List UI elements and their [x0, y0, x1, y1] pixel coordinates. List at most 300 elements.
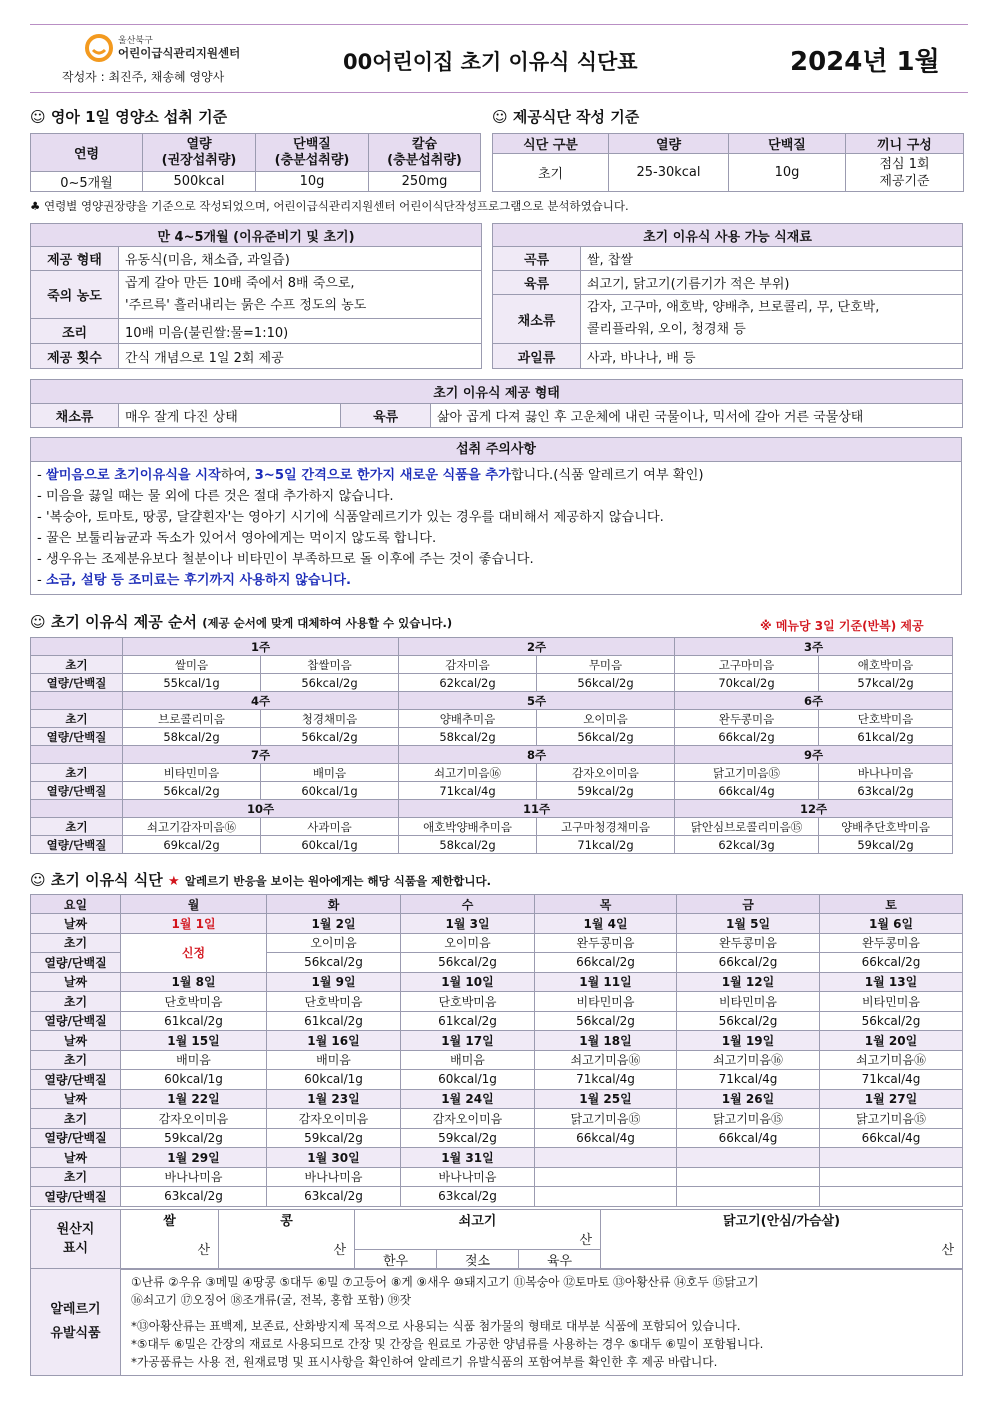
order-menu-cell: 찹쌀미음: [261, 656, 399, 674]
menu-day-cell: 목: [535, 895, 677, 914]
ingredients-value-fruit: 사과, 바나나, 배 등: [581, 344, 963, 369]
form-title: 초기 이유식 제공 형태: [31, 380, 963, 404]
menu-row-label: 열량/단백질: [31, 1011, 121, 1031]
origin-table: [30, 1209, 963, 1270]
allergy-list-line1: ①난류 ②우유 ③메밀 ④땅콩 ⑤대두 ⑥밀 ⑦고등어 ⑧게 ⑨새우 ⑩돼지고기 ⑪복숭아 ⑫토마토 ⑬아황산류 ⑭호두 ⑮닭고기: [131, 1275, 759, 1289]
menu-kcal-cell: 63kcal/2g: [121, 1187, 267, 1207]
menu-date-cell: 1월 3일: [401, 914, 535, 934]
order-kcal-cell: 61kcal/2g: [819, 728, 953, 746]
menu-kcal-cell: 66kcal/4g: [820, 1128, 963, 1148]
ingredients-label-veg: 채소류: [493, 295, 581, 344]
order-week-row: [31, 692, 953, 710]
menu-date-cell: 1월 26일: [677, 1089, 820, 1109]
menu-kcal-cell: 63kcal/2g: [267, 1187, 401, 1207]
holiday-cell: 신정: [121, 933, 267, 972]
menu-date-cell: 1월 30일: [267, 1148, 401, 1168]
ingredients-value-meat: 쇠고기, 닭고기(기름기가 적은 부위): [581, 271, 963, 295]
menu-date-cell: 1월 17일: [401, 1031, 535, 1051]
menu-menu-cell: 감자오이미음: [401, 1109, 535, 1129]
menu-menu-cell: 닭고기미음⑮: [535, 1109, 677, 1129]
menu-date-cell: 1월 23일: [267, 1089, 401, 1109]
origin-chicken-san: 산: [601, 1229, 963, 1269]
menu-row-label: 초기: [31, 1109, 121, 1129]
header-energy: 열량: [609, 134, 729, 154]
order-kcal-cell: 70kcal/2g: [675, 674, 819, 692]
menu-day-cell: 수: [401, 895, 535, 914]
menu-kcal-cell: 66kcal/4g: [677, 1128, 820, 1148]
menu-menu-cell: 쇠고기미음⑯: [820, 1050, 963, 1070]
menu-date-row: [31, 972, 963, 992]
menu-date-cell: 1월 11일: [535, 972, 677, 992]
menu-kcal-cell: 71kcal/4g: [535, 1070, 677, 1090]
origin-bean-san: 산: [219, 1229, 355, 1269]
order-title-text: 초기 이유식 제공 순서: [50, 613, 197, 631]
form-meat-value: 삶아 곱게 다져 끓인 후 고운체에 내린 국물이나, 믹서에 갈아 거른 국물상태: [431, 404, 963, 428]
menu-kcal-cell: 63kcal/2g: [401, 1187, 535, 1207]
menu-date-cell: [677, 1148, 820, 1168]
menu-date-cell: [820, 1148, 963, 1168]
menu-day-label: 요일: [31, 895, 121, 914]
menu-day-cell: 화: [267, 895, 401, 914]
order-week-blank: [31, 746, 123, 764]
menu-kcal-row: [31, 1011, 963, 1031]
order-menu-cell: 쇠고기미음⑯: [399, 764, 537, 782]
menu-kcal-cell: 59kcal/2g: [267, 1128, 401, 1148]
menu-kcal-cell: 61kcal/2g: [267, 1011, 401, 1031]
cell-energy: 500kcal: [143, 172, 256, 192]
order-menu-row: [31, 818, 953, 836]
form-table: [30, 379, 963, 428]
menu-date-cell: 1월 22일: [121, 1089, 267, 1109]
allergy-label: 알레르기 유발식품: [31, 1269, 121, 1376]
menu-day-cell: 월: [121, 895, 267, 914]
allergy-content: [121, 1269, 963, 1376]
order-menu-cell: 단호박미음: [819, 710, 953, 728]
origin-beef-yukwoo: 육우: [519, 1249, 601, 1269]
order-kcal-cell: 59kcal/2g: [819, 836, 953, 854]
allergy-note: *⑤대두 ⑥밀은 간장의 재료로 사용되므로 간장 및 간장을 원료로 가공한 양념류를 사용하는 경우 ⑤대두 ⑥밀이 포함됩니다.: [131, 1337, 764, 1351]
stage-label-count: 제공 횟수: [31, 344, 119, 369]
order-week-label: 9주: [675, 746, 953, 764]
menu-date-cell: 1월 10일: [401, 972, 535, 992]
menu-row-label: 초기: [31, 1167, 121, 1187]
menu-date-label: 날짜: [31, 1148, 121, 1168]
menu-menu-cell: 닭고기미음⑮: [677, 1109, 820, 1129]
cell-calcium: 250mg: [369, 172, 481, 192]
order-week-row: [31, 800, 953, 818]
menu-menu-cell: [820, 1167, 963, 1187]
origin-rice: 쌀: [121, 1210, 219, 1230]
menu-date-cell: 1월 24일: [401, 1089, 535, 1109]
allergy-note: *가공품류는 사용 전, 원재료명 및 표시사항을 확인하여 알레르기 유발식품의 포함여부를 확인한 후 제공 바랍니다.: [131, 1355, 718, 1369]
menu-kcal-cell: 56kcal/2g: [677, 1011, 820, 1031]
menu-date-cell: 1월 8일: [121, 972, 267, 992]
menu-menu-cell: 배미음: [401, 1050, 535, 1070]
order-row-label: 열량/단백질: [31, 674, 123, 692]
allergy-note: *⑬아황산류는 표백제, 보존료, 산화방지제 목적으로 사용되는 식품 첨가물의 형태로 대부분 식품에 포함되어 있습니다.: [131, 1319, 741, 1333]
order-kcal-cell: 56kcal/2g: [537, 674, 675, 692]
menu-date-label: 날짜: [31, 972, 121, 992]
order-row-label: 열량/단백질: [31, 782, 123, 800]
menu-menu-row: [31, 992, 963, 1012]
menu-date-cell: 1월 1일: [121, 914, 267, 934]
order-menu-row: [31, 656, 953, 674]
menu-row-label: 초기: [31, 992, 121, 1012]
menu-kcal-cell: 66kcal/2g: [820, 953, 963, 973]
caution-item: [37, 465, 961, 486]
order-row-label: 열량/단백질: [31, 728, 123, 746]
header-protein: 단백질: [729, 134, 846, 154]
order-kcal-cell: 71kcal/2g: [537, 836, 675, 854]
menu-menu-row: [31, 1050, 963, 1070]
order-kcal-cell: 56kcal/2g: [261, 674, 399, 692]
order-menu-cell: 쇠고기감자미음⑯: [123, 818, 261, 836]
order-kcal-row: [31, 728, 953, 746]
origin-label: 원산지 표시: [31, 1210, 121, 1270]
menu-menu-cell: 비타민미음: [677, 992, 820, 1012]
menu-date-cell: 1월 16일: [267, 1031, 401, 1051]
menu-kcal-cell: [677, 1187, 820, 1207]
caution-list: [31, 462, 961, 591]
caution-item: - '복숭아, 토마토, 땅콩, 달걀흰자'는 영아기 시기에 식품알레르기가 있는 경우를 대비해서 제공하지 않습니다.: [37, 510, 664, 525]
caution-title: 섭취 주의사항: [31, 438, 961, 462]
order-kcal-cell: 56kcal/2g: [537, 728, 675, 746]
header-age: 연령: [31, 134, 143, 172]
menu-kcal-cell: 60kcal/1g: [121, 1070, 267, 1090]
menu-kcal-cell: 56kcal/2g: [267, 953, 401, 973]
order-week-label: 11주: [399, 800, 675, 818]
logo: [84, 32, 244, 64]
order-week-label: 7주: [123, 746, 399, 764]
caution-box: [30, 437, 962, 595]
order-menu-cell: 완두콩미음: [675, 710, 819, 728]
order-menu-cell: 무미음: [537, 656, 675, 674]
order-week-blank: [31, 638, 123, 656]
form-meat-label: 육류: [341, 404, 431, 428]
logo-top-text: 울산북구: [118, 36, 153, 46]
order-kcal-cell: 71kcal/4g: [399, 782, 537, 800]
order-menu-cell: 배미음: [261, 764, 399, 782]
page-title: 00어린이집 초기 이유식 식단표: [343, 50, 638, 74]
menu-date-cell: 1월 2일: [267, 914, 401, 934]
order-menu-cell: 양배추미음: [399, 710, 537, 728]
provide-std-title: [492, 106, 639, 127]
order-kcal-cell: 59kcal/2g: [537, 782, 675, 800]
origin-bean: 콩: [219, 1210, 355, 1230]
caution-text: 합니다.(식품 알레르기 여부 확인): [510, 468, 704, 483]
menu-date-label: 날짜: [31, 1089, 121, 1109]
allergy-table: [30, 1268, 963, 1376]
menu-menu-row: [31, 933, 963, 953]
form-veg-label: 채소류: [31, 404, 119, 428]
nutrition-std-title-text: 영아 1일 영양소 섭취 기준: [50, 108, 228, 126]
menu-table: [30, 894, 963, 1207]
dash: -: [37, 573, 46, 588]
ingredients-label-fruit: 과일류: [493, 344, 581, 369]
order-kcal-cell: 66kcal/2g: [675, 728, 819, 746]
order-menu-cell: 브로콜리미음: [123, 710, 261, 728]
menu-date-cell: 1월 6일: [820, 914, 963, 934]
menu-menu-cell: 완두콩미음: [535, 933, 677, 953]
menu-date-row: [31, 1089, 963, 1109]
menu-kcal-cell: 60kcal/1g: [267, 1070, 401, 1090]
origin-beef-dairy: 젖소: [437, 1249, 519, 1269]
order-subtitle: (제공 순서에 맞게 대체하여 사용할 수 있습니다.): [202, 616, 453, 630]
order-week-label: 12주: [675, 800, 953, 818]
caution-item: [37, 570, 961, 591]
menu-date-cell: 1월 19일: [677, 1031, 820, 1051]
menu-menu-cell: 배미음: [121, 1050, 267, 1070]
order-menu-cell: 오이미음: [537, 710, 675, 728]
stage-value-count: 간식 개념으로 1일 2회 제공: [119, 344, 482, 369]
menu-date-row: [31, 914, 963, 934]
menu-menu-row: [31, 1109, 963, 1129]
nutrition-std-table: [30, 133, 481, 192]
menu-row-label: 열량/단백질: [31, 1187, 121, 1207]
header-protein: 단백질 (충분섭취량): [256, 134, 369, 172]
stage-value-form: 유동식(미음, 채소즙, 과일즙): [119, 247, 482, 271]
order-menu-cell: 비타민미음: [123, 764, 261, 782]
ingredients-value-grain: 쌀, 찹쌀: [581, 247, 963, 271]
stage-title: 만 4~5개월 (이유준비기 및 초기): [31, 224, 482, 247]
order-kcal-cell: 69kcal/2g: [123, 836, 261, 854]
menu-row-label: 열량/단백질: [31, 953, 121, 973]
menu-date-cell: 1월 27일: [820, 1089, 963, 1109]
origin-chicken: 닭고기(안심/가슴살): [601, 1210, 963, 1230]
order-week-blank: [31, 692, 123, 710]
header-meal: 끼니 구성: [846, 134, 964, 154]
cell-menu-type: 초기: [493, 154, 609, 192]
order-kcal-row: [31, 782, 953, 800]
provide-std-title-text: 제공식단 작성 기준: [512, 108, 640, 126]
menu-kcal-cell: [535, 1187, 677, 1207]
caution-emph: 3~5일 간격으로 한가지 새로운 식품을 추가: [254, 468, 511, 483]
order-menu-row: [31, 710, 953, 728]
order-menu-cell: 고구마청경채미음: [537, 818, 675, 836]
menu-menu-cell: 단호박미음: [267, 992, 401, 1012]
stage-value-thickness: 곱게 갈아 만든 10배 죽에서 8배 죽으로, '주르륵' 흘러내리는 묽은 수프 정도의 농도: [119, 271, 482, 319]
order-week-label: 10주: [123, 800, 399, 818]
logo-name: 어린이급식관리지원센터: [118, 46, 241, 60]
menu-kcal-cell: 59kcal/2g: [121, 1128, 267, 1148]
menu-menu-cell: 감자오이미음: [267, 1109, 401, 1129]
menu-date-cell: 1월 12일: [677, 972, 820, 992]
menu-kcal-cell: 56kcal/2g: [401, 953, 535, 973]
menu-kcal-cell: 60kcal/1g: [401, 1070, 535, 1090]
ingredients-value-veg: 감자, 고구마, 애호박, 양배추, 브로콜리, 무, 단호박, 콜리플라워, 오이, 청경채 등: [581, 295, 963, 344]
order-row-label: 초기: [31, 764, 123, 782]
nutrition-std-title: [30, 106, 227, 127]
menu-kcal-cell: 61kcal/2g: [121, 1011, 267, 1031]
menu-menu-cell: 배미음: [267, 1050, 401, 1070]
order-note: ※ 메뉴당 3일 기준(반복) 제공: [760, 619, 924, 633]
order-menu-cell: 애호박미음: [819, 656, 953, 674]
header-calcium: 칼슘 (충분섭취량): [369, 134, 481, 172]
order-menu-cell: 사과미음: [261, 818, 399, 836]
cell-energy: 25-30kcal: [609, 154, 729, 192]
order-kcal-cell: 63kcal/2g: [819, 782, 953, 800]
ingredients-label-grain: 곡류: [493, 247, 581, 271]
order-week-label: 8주: [399, 746, 675, 764]
allergy-list-line2: ⑯쇠고기 ⑰오징어 ⑱조개류(굴, 전복, 홍합 포함) ⑲잣: [131, 1293, 412, 1307]
menu-kcal-cell: 66kcal/4g: [535, 1128, 677, 1148]
order-kcal-cell: 56kcal/2g: [261, 728, 399, 746]
nutrition-note-text: 연령별 영양권장량을 기준으로 작성되었으며, 어린이급식관리지원센터 어린이식단작성프로그램으로 분석하였습니다.: [43, 199, 629, 213]
menu-kcal-cell: 71kcal/4g: [677, 1070, 820, 1090]
provide-std-table: [492, 133, 964, 192]
menu-kcal-cell: 66kcal/2g: [535, 953, 677, 973]
logo-smile-icon: [84, 33, 114, 63]
order-week-label: 1주: [123, 638, 399, 656]
menu-menu-cell: 바나나미음: [121, 1167, 267, 1187]
order-week-blank: [31, 800, 123, 818]
smile-icon: ☺: [30, 871, 46, 889]
menu-title-text: 초기 이유식 식단: [50, 871, 163, 889]
club-icon: ♣: [30, 199, 41, 213]
order-week-label: 3주: [675, 638, 953, 656]
caution-item: - 꿀은 보툴리늄균과 독소가 있어서 영아에게는 먹이지 않도록 합니다.: [37, 531, 437, 546]
stage-label-thickness: 죽의 농도: [31, 271, 119, 319]
menu-day-row: [31, 895, 963, 914]
order-menu-cell: 바나나미음: [819, 764, 953, 782]
menu-date-cell: 1월 5일: [677, 914, 820, 934]
menu-menu-cell: 감자오이미음: [121, 1109, 267, 1129]
menu-kcal-cell: 56kcal/2g: [535, 1011, 677, 1031]
menu-date-label: 날짜: [31, 914, 121, 934]
order-menu-cell: 양배추단호박미음: [819, 818, 953, 836]
menu-date-cell: 1월 31일: [401, 1148, 535, 1168]
menu-menu-cell: 바나나미음: [267, 1167, 401, 1187]
ingredients-title: 초기 이유식 사용 가능 식재료: [493, 224, 963, 247]
order-week-row: [31, 746, 953, 764]
order-menu-cell: 감자미음: [399, 656, 537, 674]
page-date: 2024년 1월: [790, 47, 940, 77]
menu-menu-cell: 단호박미음: [401, 992, 535, 1012]
order-title: [30, 611, 452, 632]
menu-menu-row: [31, 1167, 963, 1187]
order-kcal-row: [31, 836, 953, 854]
order-week-row: [31, 638, 953, 656]
menu-day-cell: 금: [677, 895, 820, 914]
order-row-label: 열량/단백질: [31, 836, 123, 854]
dash: -: [37, 468, 46, 483]
order-row-label: 초기: [31, 818, 123, 836]
origin-beef-hanwoo: 한우: [355, 1249, 437, 1269]
origin-rice-san: 산: [121, 1229, 219, 1269]
header-menu-type: 식단 구분: [493, 134, 609, 154]
order-kcal-cell: 58kcal/2g: [399, 728, 537, 746]
order-kcal-cell: 58kcal/2g: [123, 728, 261, 746]
menu-date-cell: 1월 15일: [121, 1031, 267, 1051]
menu-kcal-cell: 71kcal/4g: [820, 1070, 963, 1090]
order-menu-cell: 애호박양배추미음: [399, 818, 537, 836]
cell-age: 0~5개월: [31, 172, 143, 192]
caution-item: - 미음을 끓일 때는 물 외에 다른 것은 절대 추가하지 않습니다.: [37, 489, 394, 504]
menu-date-label: 날짜: [31, 1031, 121, 1051]
menu-kcal-row: [31, 1128, 963, 1148]
stage-label-form: 제공 형태: [31, 247, 119, 271]
order-row-label: 초기: [31, 710, 123, 728]
menu-menu-cell: 완두콩미음: [677, 933, 820, 953]
menu-kcal-cell: 56kcal/2g: [820, 1011, 963, 1031]
cell-protein: 10g: [256, 172, 369, 192]
menu-date-cell: 1월 4일: [535, 914, 677, 934]
menu-menu-cell: [677, 1167, 820, 1187]
order-menu-cell: 감자오이미음: [537, 764, 675, 782]
order-kcal-cell: 60kcal/1g: [261, 782, 399, 800]
order-week-label: 4주: [123, 692, 399, 710]
smile-icon: ☺: [492, 108, 508, 126]
menu-kcal-row: [31, 1070, 963, 1090]
origin-beef-san: 산: [355, 1229, 601, 1249]
menu-row-label: 초기: [31, 933, 121, 953]
menu-menu-cell: [535, 1167, 677, 1187]
smile-icon: ☺: [30, 613, 46, 631]
order-menu-cell: 쌀미음: [123, 656, 261, 674]
menu-menu-cell: 닭고기미음⑮: [820, 1109, 963, 1129]
order-kcal-cell: 62kcal/2g: [399, 674, 537, 692]
origin-beef: 쇠고기: [355, 1210, 601, 1230]
order-kcal-cell: 66kcal/4g: [675, 782, 819, 800]
order-kcal-cell: 58kcal/2g: [399, 836, 537, 854]
menu-date-cell: 1월 18일: [535, 1031, 677, 1051]
menu-kcal-cell: 61kcal/2g: [401, 1011, 535, 1031]
order-kcal-cell: 60kcal/1g: [261, 836, 399, 854]
order-row-label: 초기: [31, 656, 123, 674]
menu-menu-cell: 오이미음: [267, 933, 401, 953]
order-kcal-cell: 57kcal/2g: [819, 674, 953, 692]
menu-row-label: 열량/단백질: [31, 1070, 121, 1090]
menu-menu-cell: 오이미음: [401, 933, 535, 953]
header-energy: 열량 (권장섭취량): [143, 134, 256, 172]
menu-day-cell: 토: [820, 895, 963, 914]
star-icon: ★: [168, 874, 180, 889]
stage-table: [30, 223, 482, 369]
order-table: [30, 637, 953, 854]
order-menu-cell: 청경채미음: [261, 710, 399, 728]
menu-date-cell: [535, 1148, 677, 1168]
order-menu-cell: 고구마미음: [675, 656, 819, 674]
order-week-label: 5주: [399, 692, 675, 710]
menu-kcal-cell: [820, 1187, 963, 1207]
menu-title: [30, 869, 491, 890]
form-veg-value: 매우 잘게 다진 상태: [119, 404, 341, 428]
menu-date-cell: 1월 20일: [820, 1031, 963, 1051]
cell-meal: 점심 1회 제공기준: [846, 154, 964, 192]
menu-row-label: 열량/단백질: [31, 1128, 121, 1148]
order-week-label: 6주: [675, 692, 953, 710]
menu-kcal-cell: 59kcal/2g: [401, 1128, 535, 1148]
menu-note: 알레르기 반응을 보이는 원아에게는 해당 식품을 제한합니다.: [184, 874, 492, 888]
menu-menu-cell: 비타민미음: [535, 992, 677, 1012]
menu-menu-cell: 단호박미음: [121, 992, 267, 1012]
menu-kcal-row: [31, 1187, 963, 1207]
menu-menu-cell: 쇠고기미음⑯: [677, 1050, 820, 1070]
stage-value-cook: 10배 미음(불린쌀:물=1:10): [119, 319, 482, 344]
ingredients-table: [492, 223, 963, 369]
cell-protein: 10g: [729, 154, 846, 192]
menu-date-row: [31, 1148, 963, 1168]
menu-menu-cell: 바나나미음: [401, 1167, 535, 1187]
menu-menu-cell: 비타민미음: [820, 992, 963, 1012]
order-week-label: 2주: [399, 638, 675, 656]
caution-item: - 생우유는 조제분유보다 철분이나 비타민이 부족하므로 돌 이후에 주는 것이 좋습니다.: [37, 552, 534, 567]
caution-emph: 소금, 설탕 등 조미료는 후기까지 사용하지 않습니다.: [45, 573, 352, 588]
smile-icon: ☺: [30, 108, 46, 126]
menu-date-cell: 1월 13일: [820, 972, 963, 992]
menu-date-cell: 1월 9일: [267, 972, 401, 992]
order-kcal-cell: 56kcal/2g: [123, 782, 261, 800]
